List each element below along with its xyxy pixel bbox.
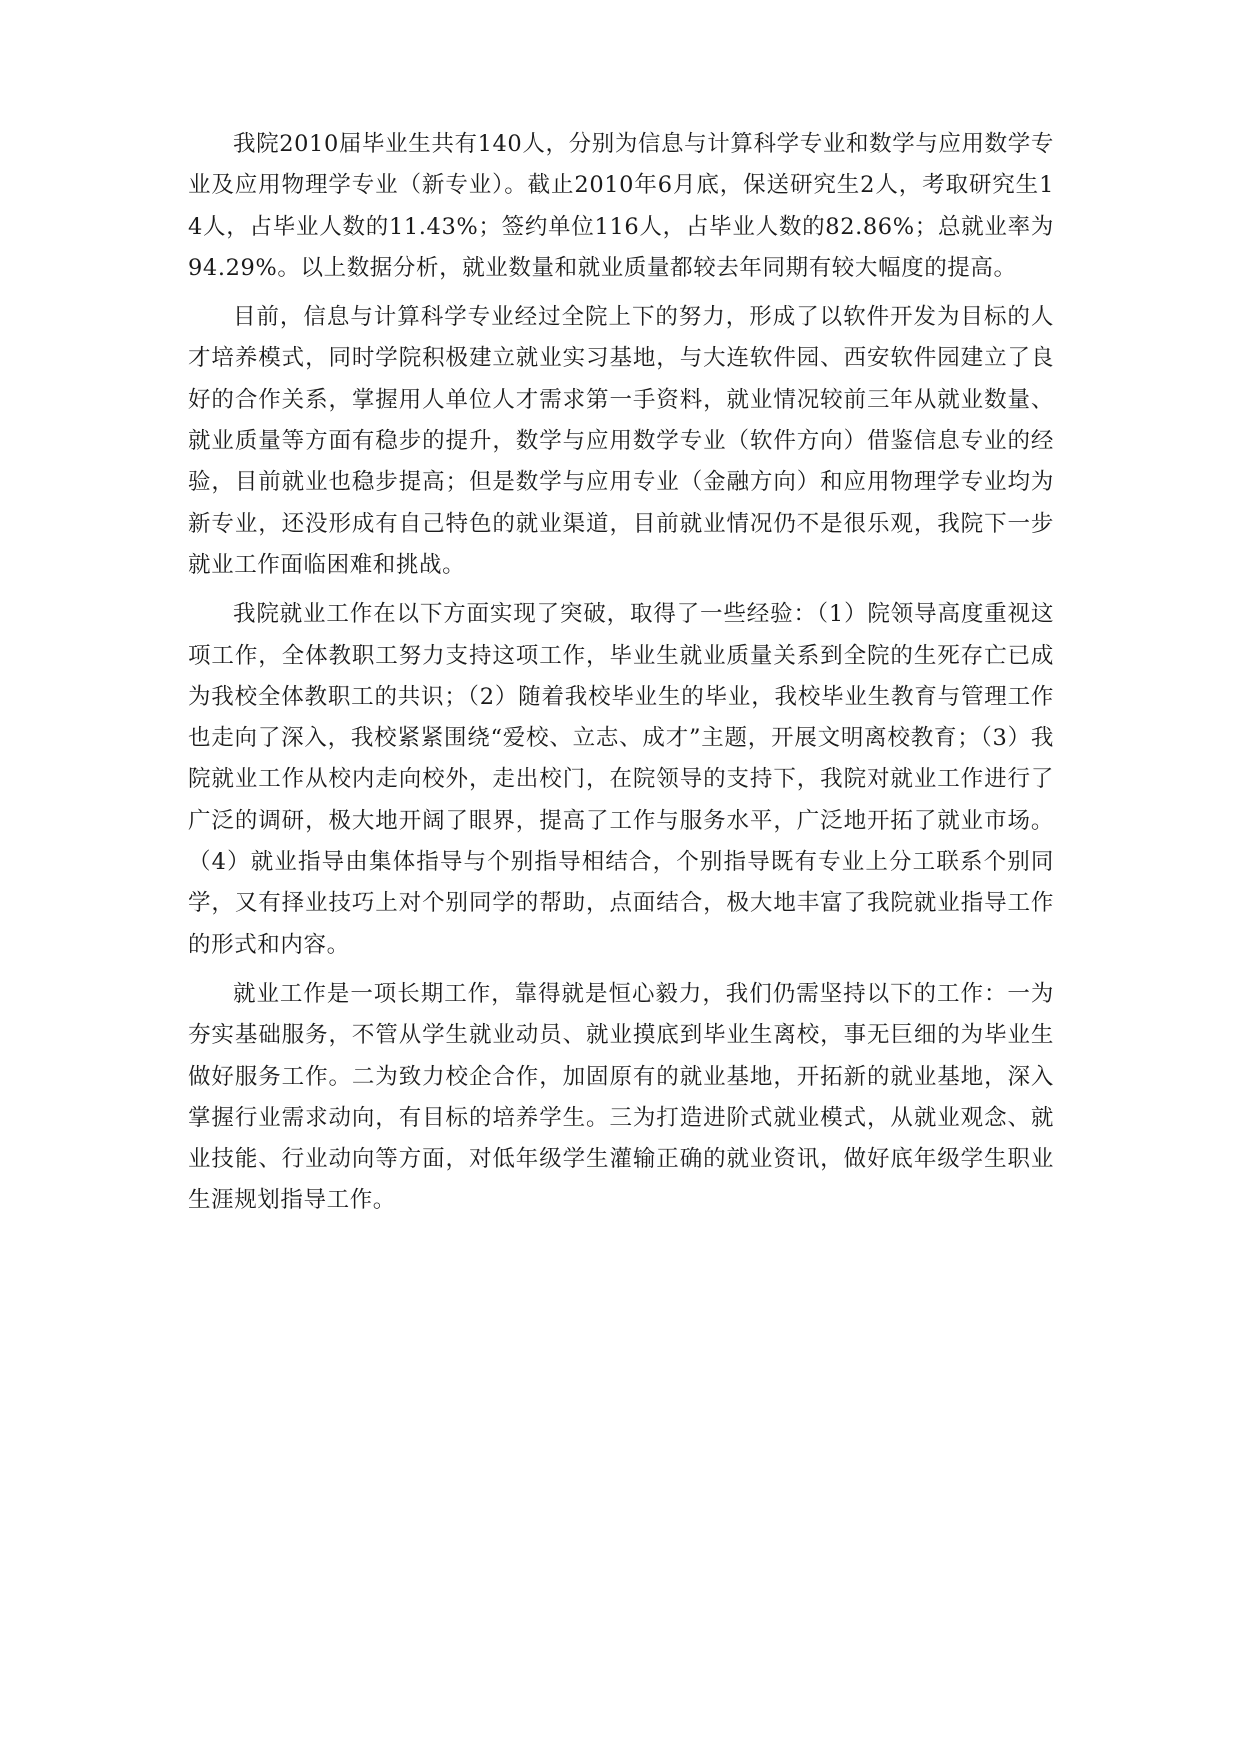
document-body	[188, 124, 1054, 1230]
paragraph-major-development: 目前，信息与计算科学专业经过全院上下的努力，形成了以软件开发为目标的人才培养模式，同时学院积极建立就业实习基地，与大连软件园、西安软件园建立了良好的合作关系，掌握用人单位人才需求第一手资料，就业情况较前三年从就业数量、就业质量等方面有稳步的提升，数学与应用数学专业（软件方向）借鉴信息专业的经验，目前就业也稳步提高；但是数学与应用专业（金融方向）和应用物理学专业均为新专业，还没形成有自己特色的就业渠道，目前就业情况仍不是很乐观，我院下一步就业工作面临困难和挑战。	[188, 304, 1054, 578]
paragraph-future-work: 就业工作是一项长期工作，靠得就是恒心毅力，我们仍需坚持以下的工作：一为夯实基础服务，不管从学生就业动员、就业摸底到毕业生离校，事无巨细的为毕业生做好服务工作。二为致力校企合作，加固原有的就业基地，开拓新的就业基地，深入掌握行业需求动向，有目标的培养学生。三为打造进阶式就业模式，从就业观念、就业技能、行业动向等方面，对低年级学生灌输正确的就业资讯，做好底年级学生职业生涯规划指导工作。	[188, 980, 1054, 1214]
paragraph-work-breakthroughs: 我院就业工作在以下方面实现了突破，取得了一些经验：（1）院领导高度重视这项工作，全体教职工努力支持这项工作，毕业生就业质量关系到全院的生死存亡已成为我校全体教职工的共识；（2）随着我校毕业生的毕业，我校毕业生教育与管理工作也走向了深入，我校紧紧围绕“爱校、立志、成才”主题，开展文明离校教育；（3）我院就业工作从校内走向校外，走出校门，在院领导的支持下，我院对就业工作进行了广泛的调研，极大地开阔了眼界，提高了工作与服务水平，广泛地开拓了就业市场。（4）就业指导由集体指导与个别指导相结合，个别指导既有专业上分工联系个别同学，又有择业技巧上对个别同学的帮助，点面结合，极大地丰富了我院就业指导工作的形式和内容。	[188, 601, 1054, 958]
paragraph-graduate-statistics: 我院2010届毕业生共有140人，分别为信息与计算科学专业和数学与应用数学专业及应用物理学专业（新专业）。截止2010年6月底，保送研究生2人，考取研究生14人，占毕业人数的11.43%；签约单位116人，占毕业人数的82.86%；总就业率为94.29%。以上数据分析，就业数量和就业质量都较去年同期有较大幅度的提高。	[188, 131, 1054, 281]
